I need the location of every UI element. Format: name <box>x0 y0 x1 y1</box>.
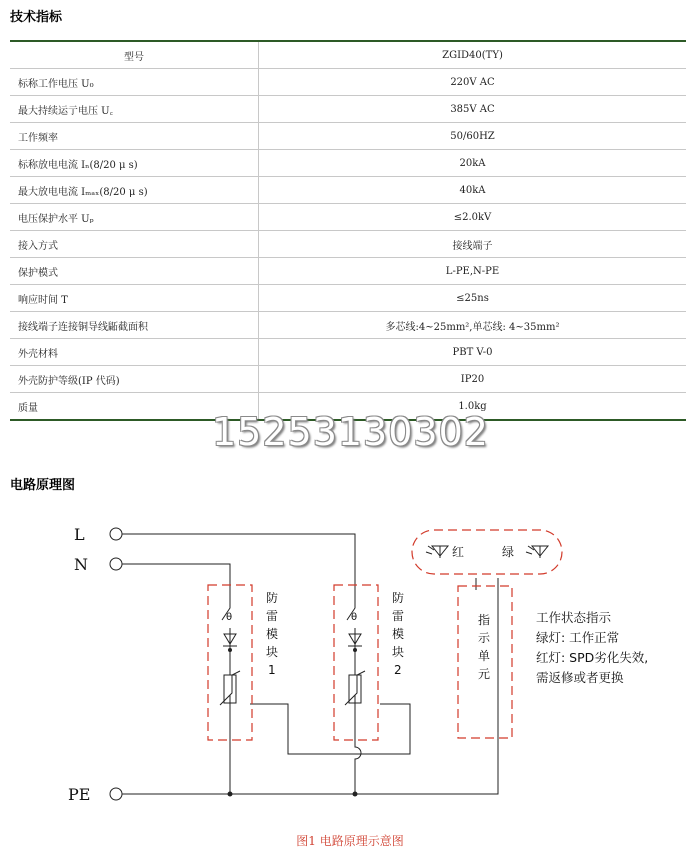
header-value: ZGID40(TY) <box>259 41 687 69</box>
table-row <box>10 339 686 366</box>
table-row <box>10 285 686 312</box>
terminal-l-circle <box>110 528 122 540</box>
module2-char: 模 <box>392 627 405 641</box>
circuit-section-title: 电路原理图 <box>10 478 76 493</box>
wire-n <box>122 564 230 585</box>
junction-dot <box>228 792 233 797</box>
row-value: IP20 <box>259 366 687 393</box>
indicator-char: 指 <box>478 613 491 627</box>
row-key: 标称工作电压 U₀ <box>10 69 259 96</box>
row-value: PBT V-0 <box>259 339 687 366</box>
module2-char: 防 <box>392 591 405 605</box>
terminal-pe-circle <box>110 788 122 800</box>
module1-char: 防 <box>266 591 279 605</box>
row-key: 接入方式 <box>10 231 259 258</box>
junction-dot <box>228 648 232 652</box>
row-value: 多芯线:4~25mm²,单芯线: 4~35mm² <box>259 312 687 339</box>
table-row <box>10 150 686 177</box>
indicator-char: 示 <box>478 631 491 645</box>
green-lamp-icon <box>532 546 548 558</box>
row-key: 电压保护水平 Uₚ <box>10 204 259 231</box>
module2-wire <box>355 640 361 794</box>
table-row <box>10 96 686 123</box>
junction-dot <box>353 648 357 652</box>
red-lamp-icon <box>432 546 448 558</box>
indicator-char: 元 <box>478 667 491 681</box>
row-value: 1.0kg <box>458 400 487 412</box>
module1-theta: θ <box>226 612 233 623</box>
row-value: 220V AC <box>259 69 687 96</box>
table-header-row <box>10 41 686 69</box>
row-key: 外壳防护等级(IP 代码) <box>10 366 259 393</box>
table-row <box>10 366 686 393</box>
green-lamp-label: 绿 <box>502 545 515 559</box>
table-row <box>10 177 686 204</box>
row-key: 外壳材料 <box>10 339 259 366</box>
header-key: 型号 <box>10 41 259 69</box>
junction-dot <box>353 792 358 797</box>
module2-char: 雷 <box>392 609 405 623</box>
table-row <box>10 312 686 339</box>
indicator-char: 单 <box>478 649 491 663</box>
row-key: 最大放电电流 Iₘₐₓ(8/20 μ s) <box>10 177 259 204</box>
terminal-l-label: L <box>74 525 85 544</box>
figure-caption: 图1 电路原理示意图 <box>296 834 404 848</box>
terminal-pe-label: PE <box>68 785 91 804</box>
table-row <box>10 231 686 258</box>
table-row <box>10 258 686 285</box>
row-key: 保护模式 <box>10 258 259 285</box>
row-value: ≤2.0kV <box>259 204 687 231</box>
module-signal-wire <box>250 704 410 754</box>
row-key: 响应时间 T <box>10 285 259 312</box>
row-value: 40kA <box>259 177 687 204</box>
status-note-line2: 绿灯: 工作正常 <box>536 630 620 645</box>
status-note-line3: 红灯: SPD劣化失效, <box>536 650 649 665</box>
row-value: 385V AC <box>259 96 687 123</box>
phone-watermark: 15253130302 <box>212 410 489 454</box>
wire-pe <box>122 578 498 794</box>
red-lamp-label: 红 <box>452 545 465 559</box>
spec-section-title: 技术指标 <box>10 10 63 25</box>
row-key: 接线端子连接铜导线鼫截面积 <box>10 312 259 339</box>
module1-char: 模 <box>266 627 279 641</box>
terminal-n-label: N <box>74 555 88 574</box>
status-note-line4: 需返修或者更换 <box>536 670 624 685</box>
row-value: 接线端子 <box>259 231 687 258</box>
row-value: 20kA <box>259 150 687 177</box>
wire-l <box>122 534 355 585</box>
module1-char: 雷 <box>266 609 279 623</box>
module1-char: 块 <box>266 645 279 659</box>
terminal-n-circle <box>110 558 122 570</box>
row-value: ≤25ns <box>259 285 687 312</box>
row-key: 质量 <box>10 393 259 421</box>
module2-char: 2 <box>394 663 402 677</box>
module2-char: 块 <box>392 645 405 659</box>
module2-theta: θ <box>351 612 358 623</box>
table-row <box>10 204 686 231</box>
row-key: 工作频率 <box>10 123 259 150</box>
table-row <box>10 69 686 96</box>
row-value: L-PE,N-PE <box>259 258 687 285</box>
module2-box <box>334 585 378 740</box>
row-key: 最大持续运亍电压 U꜀ <box>10 96 259 123</box>
row-value: 50/60HZ <box>259 123 687 150</box>
spec-table <box>10 40 686 421</box>
module1-char: 1 <box>268 663 276 677</box>
row-key: 标称放电电流 Iₙ(8/20 μ s) <box>10 150 259 177</box>
status-note-line1: 工作状态指示 <box>536 610 612 625</box>
table-row <box>10 123 686 150</box>
